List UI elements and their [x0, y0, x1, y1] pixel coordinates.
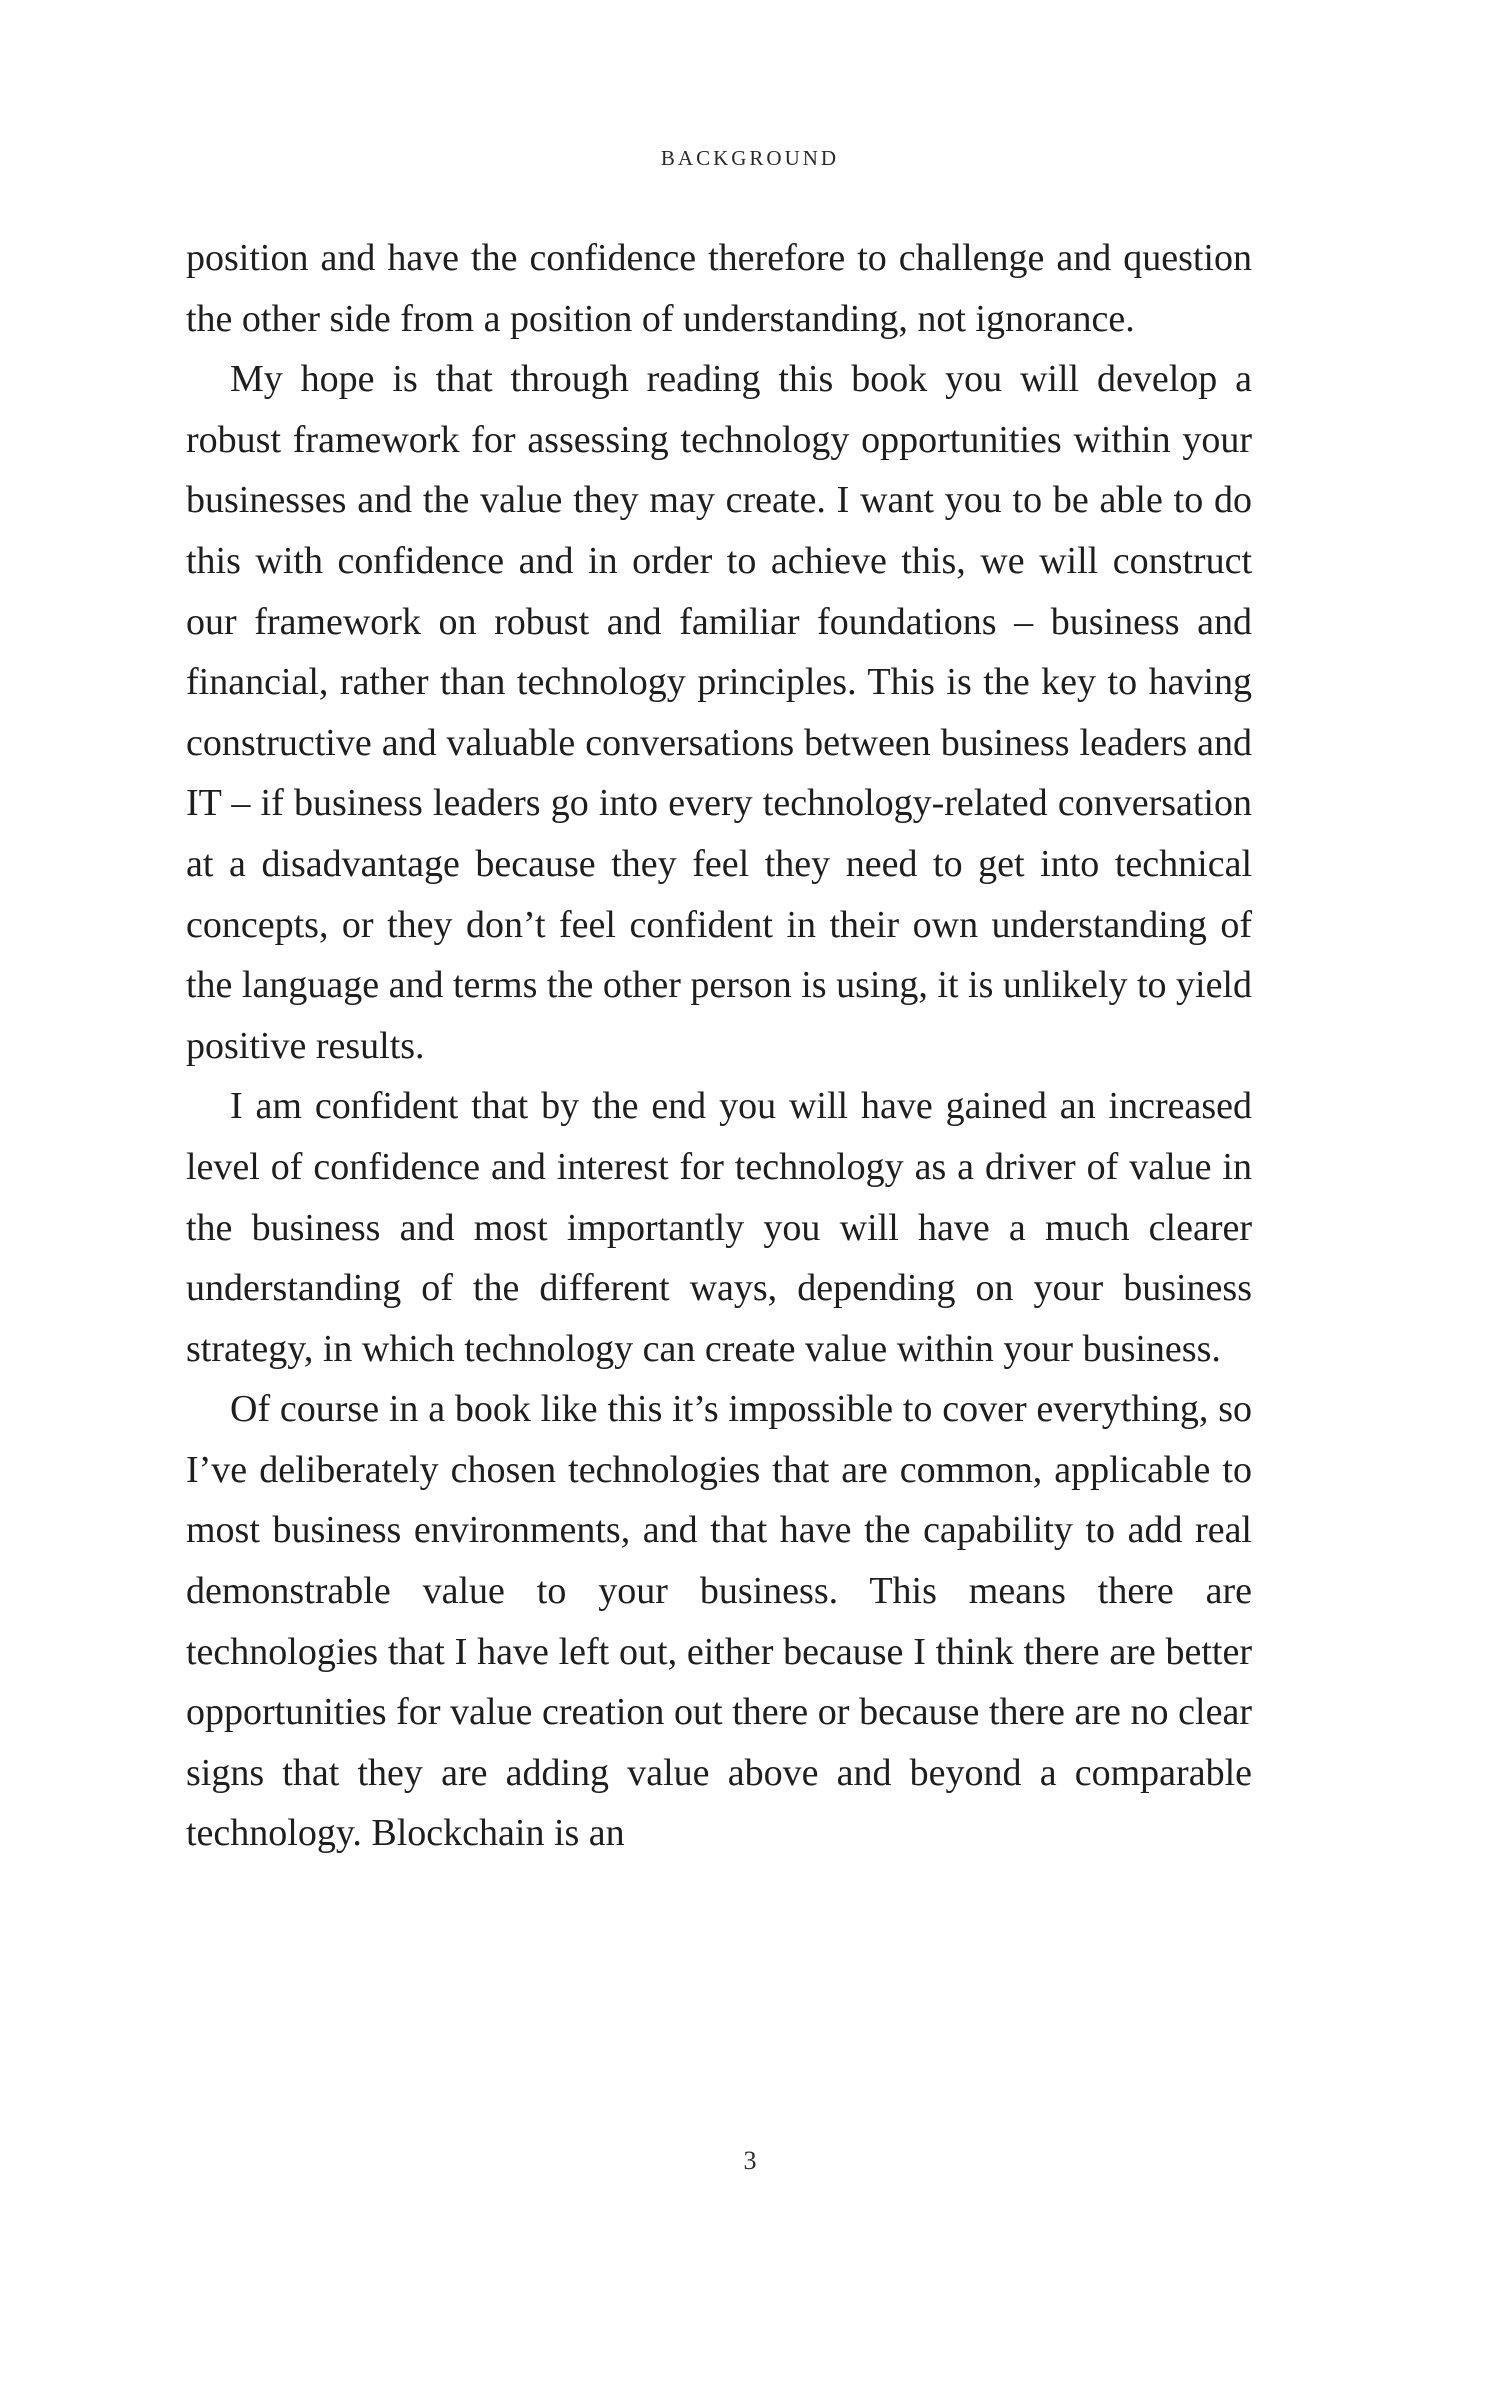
page-number: 3 [743, 2146, 757, 2175]
paragraph-hope: My hope is that through reading this book you will develop a robust framework for assessing technology opportunities within your businesses and the value they may create. I want you to be able to do this with confidence and in order to achieve this, we will construct our framework on robust and familiar foundations – business and financial, rather than technology principles. This is the key to having constructive and valuable conversations between business leaders and IT – if business leaders go into every technology-related conversation at a disadvantage because they feel they need to get into technical concepts, or they don’t feel confident in their own understanding of the language and terms the other person is using, it is unlikely to yield positive results. [186, 358, 1252, 1067]
running-head: BACKGROUND [660, 146, 840, 170]
body-text [186, 228, 1252, 1864]
paragraph-confidence: I am confident that by the end you will have gained an increased level of confidence and interest for technology as a driver of value in the business and most importantly you will have a much clearer understanding of the different ways, depending on your business strategy, in which technology can create value within your business. [186, 1085, 1252, 1370]
paragraph-continuation: position and have the confidence therefore to challenge and question the other side from a position of understanding, not ignorance. [186, 237, 1252, 340]
paragraph-scope: Of course in a book like this it’s impossible to cover everything, so I’ve deliberately chosen technologies that are common, applicable to most business environments, and that have the capability to add real demonstrable value to your business. This means there are technologies that I have left out, either because I think there are better opportunities for value creation out there or because there are no clear signs that they are adding value above and beyond a comparable technology. Blockchain is an [186, 1388, 1252, 1855]
